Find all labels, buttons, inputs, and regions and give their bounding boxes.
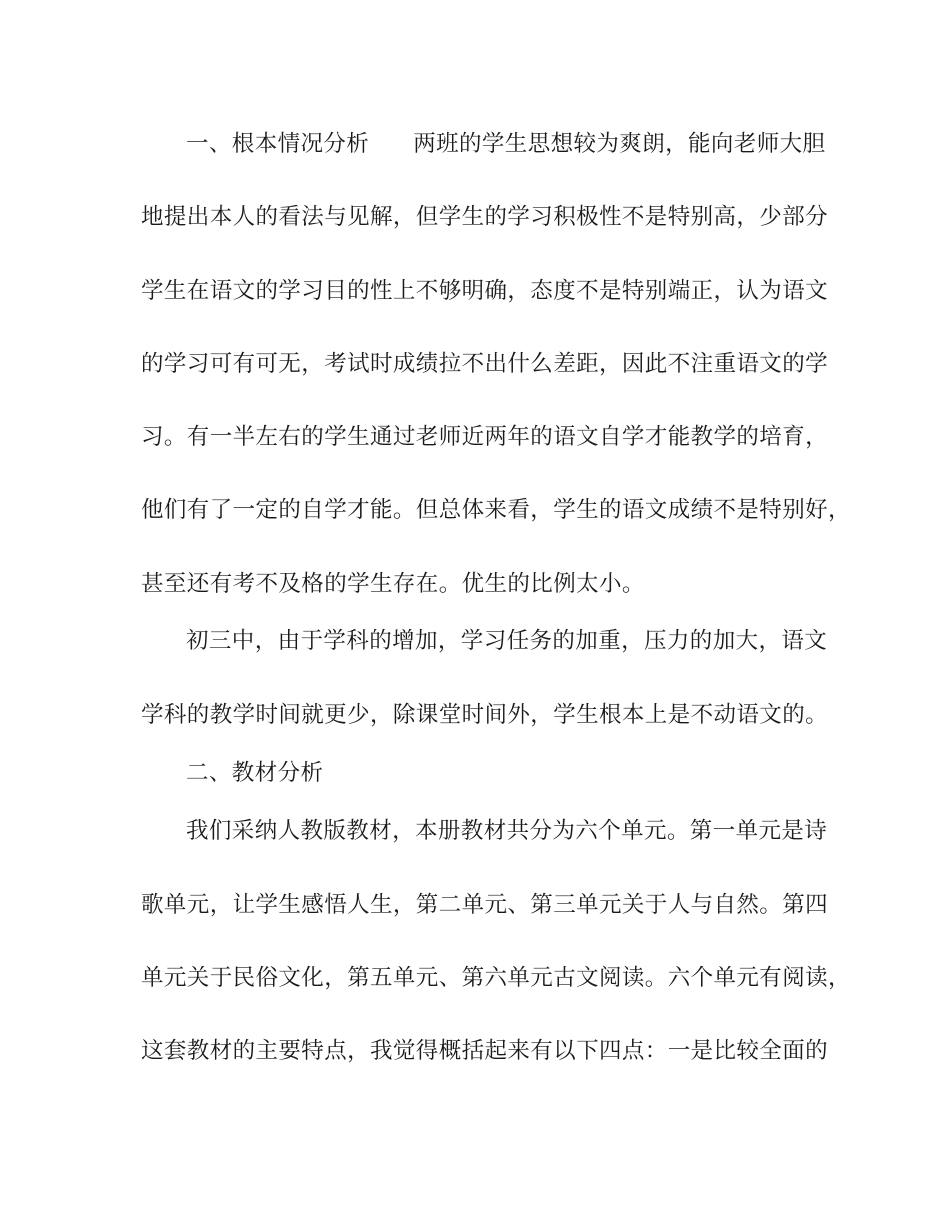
paragraph-line: 这套教材的主要特点，我觉得概括起来有以下四点：一是比较全面的 bbox=[141, 1038, 829, 1064]
paragraph-line: 甚至还有考不及格的学生存在。优生的比例太小。 bbox=[141, 571, 645, 597]
paragraph-line bbox=[186, 129, 876, 159]
paragraph-line: 的学习可有可无，考试时成绩拉不出什么差距，因此不注重语文的学 bbox=[141, 351, 829, 377]
paragraph-line: 学生在语文的学习目的性上不够明确，态度不是特别端正，认为语文 bbox=[141, 278, 829, 304]
section-heading-textbook-analysis: 二、教材分析 bbox=[186, 760, 324, 786]
paragraph-line: 习。有一半左右的学生通过老师近两年的语文自学才能教学的培育， bbox=[141, 424, 829, 450]
paragraph-line: 地提出本人的看法与见解，但学生的学习积极性不是特别高，少部分 bbox=[141, 204, 829, 230]
paragraph-line: 我们采纳人教版教材，本册教材共分为六个单元。第一单元是诗 bbox=[186, 818, 828, 844]
paragraph-line: 他们有了一定的自学才能。但总体来看，学生的语文成绩不是特别好， bbox=[141, 497, 851, 523]
paragraph-line: 初三中，由于学科的增加，学习任务的加重，压力的加大，语文 bbox=[186, 628, 828, 654]
paragraph-text: 两班的学生思想较为爽朗，能向老师大胆 bbox=[413, 131, 826, 157]
paragraph-line: 单元关于民俗文化，第五单元、第六单元古文阅读。六个单元有阅读， bbox=[141, 965, 851, 991]
paragraph-line: 学科的教学时间就更少，除课堂时间外，学生根本上是不动语文的。 bbox=[141, 702, 829, 728]
paragraph-line: 歌单元，让学生感悟人生，第二单元、第三单元关于人与自然。第四 bbox=[141, 892, 829, 918]
section-heading-basic-situation: 一、根本情况分析 bbox=[186, 131, 370, 157]
